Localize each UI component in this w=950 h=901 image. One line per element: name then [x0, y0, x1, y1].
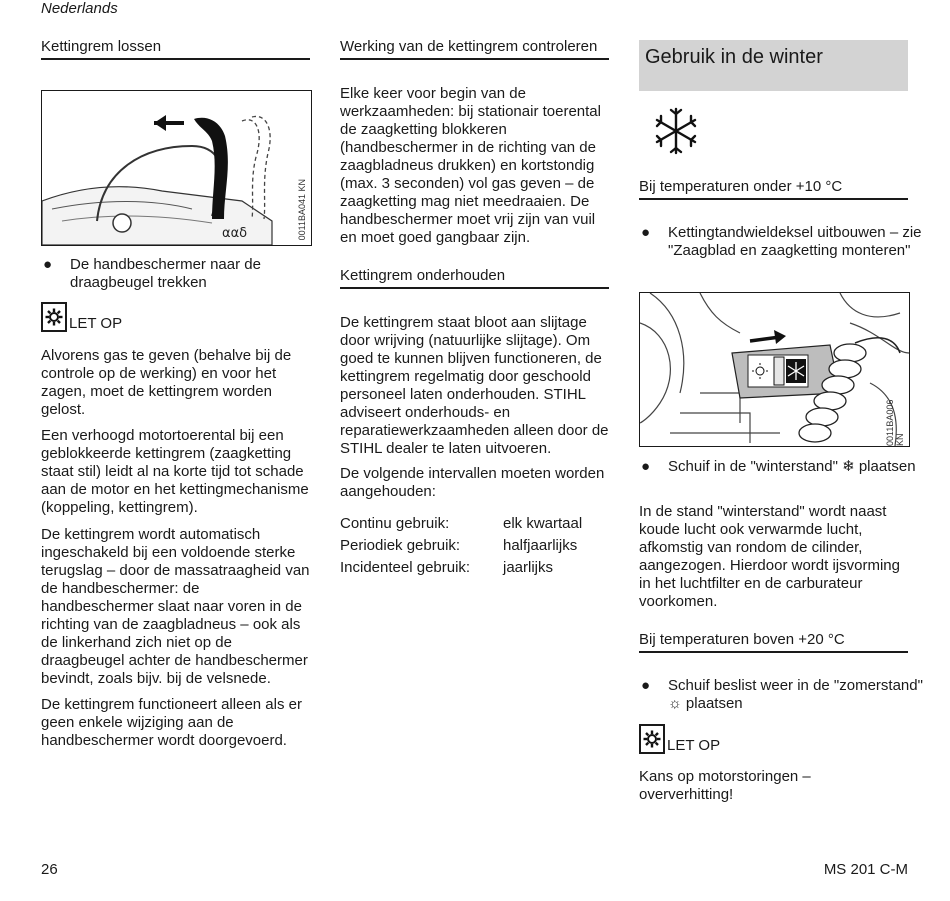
maintenance-interval-table	[340, 515, 582, 581]
page-number: 26	[41, 861, 58, 878]
bullet-remove-cover	[639, 224, 930, 260]
table-row	[340, 515, 582, 537]
bullet-summer-position	[639, 677, 930, 713]
paragraph-release-before-gas: Alvorens gas te geven (behalve bij de controle op de werking) en voor het zagen, moet de kettingrem worden gelost.	[41, 347, 292, 418]
notice-label: LET OP	[667, 737, 721, 754]
sun-icon: ☼	[668, 695, 682, 712]
notice-block	[41, 302, 122, 332]
paragraph-no-modification: De kettingrem functioneert alleen als er geen enkele wijziging aan de handbeschermer wordt doorgevoerd.	[41, 696, 302, 749]
paragraph-automatic-activation: De kettingrem wordt automatisch ingeschakeld bij een voldoende sterke terugslag – door de massatraagheid van de handbeschermer: de handbeschermer slaat naar voren in de richting van de zaagbladneus – ook als de linkerhand zich niet op de draagbeugel achter de handbeschermer bevindt, zoals bijv. bij de velsnede.	[41, 526, 310, 687]
bullet-winter-position	[639, 458, 930, 476]
table-row	[340, 559, 582, 581]
language-label: Nederlands	[41, 0, 118, 17]
figure-code: 0011BA041 KN	[297, 179, 307, 241]
section-heading-below-10: Bij temperaturen onder +10 °C	[639, 178, 908, 200]
bullet-text-cont: plaatsen	[685, 695, 743, 712]
paragraph-intervals-intro: De volgende intervallen moeten worden aangehouden:	[340, 465, 605, 500]
paragraph-high-rpm-damage: Een verhoogd motortoerental bij een geblokkeerde kettingrem (zaagketting staat stil) leidt al na korte tijd tot schade aan de motor en het kettingmechanisme (koppeling, kettingrem).	[41, 427, 309, 516]
usage-cell: Continu gebruik:	[340, 515, 450, 532]
figure-winter-slider	[639, 292, 910, 447]
bullet-text: Schuif beslist weer in de "zomerstand"	[668, 677, 923, 694]
bullet-dot-icon: ●	[641, 677, 651, 694]
bullet-pull-handguard	[41, 256, 330, 292]
bullet-dot-icon: ●	[43, 256, 53, 273]
notice-gear-icon	[41, 302, 67, 332]
carburetor-slider-illustration	[640, 293, 909, 446]
chainsaw-handguard-illustration	[42, 91, 311, 245]
bullet-text: De handbeschermer naar de draagbeugel trekken	[70, 256, 261, 291]
section-heading-release-brake: Kettingrem lossen	[41, 38, 310, 60]
usage-cell: Incidenteel gebruik:	[340, 559, 471, 576]
winter-use-title: Gebruik in de winter	[639, 40, 908, 91]
paragraph-wear-maintenance: De kettingrem staat bloot aan slijtage door wrijving (natuurlijke slijtage). Om goed te kunnen blijven functioneren, de kettingrem regelmatig door geschoold personeel laten onderhouden. STIHL adviseert onderhouds- en reparatiewerkzaamheden alleen door de STIHL dealer te laten uitvoeren.	[340, 314, 609, 457]
interval-cell: elk kwartaal	[503, 515, 583, 532]
interval-cell: jaarlijks	[503, 559, 554, 576]
notice-label: LET OP	[69, 315, 123, 332]
bullet-text-cont: plaatsen	[858, 458, 916, 475]
table-row	[340, 537, 582, 559]
section-heading-above-20: Bij temperaturen boven +20 °C	[639, 631, 908, 653]
paragraph-winter-explanation: In de stand "winterstand" wordt naast koude lucht ook verwarmde lucht, afkomstig van rondom de cilinder, aangezogen. Hierdoor wordt ijsvorming in het luchtfilter en de carburateur voorkomen.	[639, 503, 900, 610]
paragraph-check-procedure: Elke keer voor begin van de werkzaamheden: bij stationair toerental de zaagketting blokkeren (handbeschermer in de richting van de zaagbladneus drukken) en kortstondig (max. 3 seconden) vol gas geven – de zaagketting mag niet meedraaien. De handbeschermer moet vrij zijn van vuil en moet goed gangbaar zijn.	[340, 85, 601, 246]
section-heading-check-brake: Werking van de kettingrem controleren	[340, 38, 609, 60]
usage-cell: Periodiek gebruik:	[340, 537, 461, 554]
snowflake-small-icon: ❄	[842, 458, 855, 475]
paragraph-overheating-warning: Kans op motorstoringen – oververhitting!	[639, 768, 811, 803]
svg-text:ααδ: ααδ	[222, 226, 248, 241]
notice-block	[639, 724, 720, 754]
notice-gear-icon	[639, 724, 665, 754]
bullet-text: Kettingtandwieldeksel uitbouwen – zie "Zaagblad en zaagketting monteren"	[668, 224, 922, 259]
figure-code: 0011BA006 KN	[885, 399, 905, 446]
section-heading-maintain-brake: Kettingrem onderhouden	[340, 267, 609, 289]
bullet-text: Schuif in de "winterstand"	[668, 458, 838, 475]
interval-cell: halfjaarlijks	[503, 537, 578, 554]
model-name: MS 201 C-M	[823, 861, 908, 878]
snowflake-icon	[655, 106, 697, 161]
bullet-dot-icon: ●	[641, 458, 651, 475]
bullet-dot-icon: ●	[641, 224, 651, 241]
figure-release-brake	[41, 90, 312, 246]
